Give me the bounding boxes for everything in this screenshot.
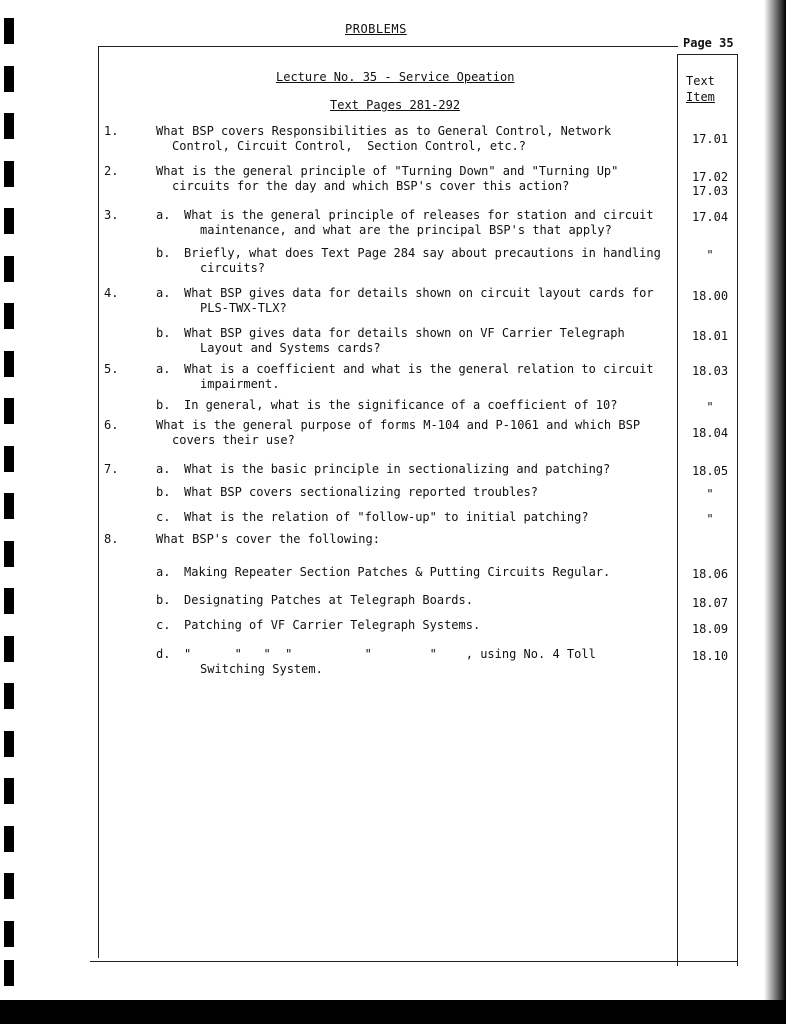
question-text — [184, 246, 661, 276]
text-item-reference: 17.02 17.03 — [691, 170, 729, 198]
text-item-reference: 17.04 — [691, 210, 729, 224]
question-sub-letter: b. — [156, 326, 171, 340]
top-rule-right — [678, 54, 738, 55]
question-line: covers their use? — [172, 433, 295, 447]
page-number: Page 35 — [683, 36, 734, 50]
question-number: 1. — [104, 124, 119, 138]
question-number: 2. — [104, 164, 119, 178]
question-sub-letter: c. — [156, 618, 171, 632]
question-sub-letter: a. — [156, 286, 171, 300]
question-sub-letter: b. — [156, 398, 171, 412]
text-item-reference: 18.10 — [691, 649, 729, 663]
question-sub-letter: b. — [156, 485, 171, 499]
question-line: Layout and Systems cards? — [200, 341, 381, 355]
question-line: What is the general principle of releases for station and circuit — [184, 208, 654, 222]
text-item-reference: 18.00 — [691, 289, 729, 303]
question-sub-letter: b. — [156, 246, 171, 260]
question-line: circuits? — [200, 261, 266, 275]
question-line: Control, Circuit Control, Section Control, etc.? — [172, 139, 527, 153]
question-line: In general, what is the significance of a coefficient of 10? — [184, 398, 618, 412]
text-item-reference: 18.03 — [691, 364, 729, 378]
question-line: What BSP's cover the following: — [156, 532, 380, 546]
question-text — [156, 532, 380, 547]
text-item-reference: 18.04 — [691, 426, 729, 440]
question-text — [184, 462, 610, 477]
text-item-header-line2: Item — [686, 90, 715, 104]
question-line: Making Repeater Section Patches & Putting Circuits Regular. — [184, 565, 611, 579]
question-text — [184, 326, 625, 356]
question-sub-letter: d. — [156, 647, 171, 661]
binding-holes — [4, 0, 18, 1000]
question-line: " " " " " " , using No. 4 Toll — [184, 647, 596, 661]
text-item-reference: " — [706, 400, 714, 414]
question-line: Designating Patches at Telegraph Boards. — [184, 593, 473, 607]
question-number: 8. — [104, 532, 119, 546]
question-text — [184, 362, 654, 392]
text-item-reference: 18.06 — [691, 567, 729, 581]
left-border — [98, 46, 99, 958]
question-sub-letter: b. — [156, 593, 171, 607]
question-number: 3. — [104, 208, 119, 222]
question-sub-letter: a. — [156, 208, 171, 222]
question-line: circuits for the day and which BSP's cover this action? — [172, 179, 570, 193]
question-number: 4. — [104, 286, 119, 300]
question-number: 5. — [104, 362, 119, 376]
question-line: Switching System. — [200, 662, 323, 676]
question-text — [184, 208, 654, 238]
question-text — [184, 593, 473, 608]
text-item-reference: " — [706, 487, 714, 501]
question-line: Patching of VF Carrier Telegraph Systems. — [184, 618, 481, 632]
question-line: maintenance, and what are the principal BSP's that apply? — [200, 223, 612, 237]
question-line: What BSP covers sectionalizing reported troubles? — [184, 485, 539, 499]
lecture-title: Lecture No. 35 - Service Opeation — [276, 70, 515, 84]
text-item-reference: 18.01 — [691, 329, 729, 343]
question-text — [156, 124, 611, 154]
text-item-reference: 18.09 — [691, 622, 729, 636]
question-text — [184, 647, 596, 677]
question-line: What BSP gives data for details shown on circuit layout cards for — [184, 286, 654, 300]
text-item-reference: 17.01 — [691, 132, 729, 146]
question-line: What is the basic principle in sectionalizing and patching? — [184, 462, 611, 476]
question-line: What BSP gives data for details shown on VF Carrier Telegraph — [184, 326, 625, 340]
question-line: What is the general principle of "Turning Down" and "Turning Up" — [156, 164, 619, 178]
scan-shadow-right — [752, 0, 786, 1024]
scan-shadow-bottom — [0, 1000, 786, 1024]
question-line: Briefly, what does Text Page 284 say about precautions in handling — [184, 246, 661, 260]
question-text — [156, 418, 640, 448]
question-line: PLS-TWX-TLX? — [200, 301, 287, 315]
question-number: 7. — [104, 462, 119, 476]
text-pages: Text Pages 281-292 — [330, 98, 461, 112]
text-item-reference: " — [706, 248, 714, 262]
question-number: 6. — [104, 418, 119, 432]
question-text — [184, 510, 589, 525]
question-line: impairment. — [200, 377, 280, 391]
top-rule — [98, 46, 678, 47]
question-sub-letter: c. — [156, 510, 171, 524]
text-item-reference: " — [706, 512, 714, 526]
question-text — [184, 398, 617, 413]
text-item-reference: 18.07 — [691, 596, 729, 610]
bottom-rule — [90, 961, 738, 962]
question-sub-letter: a. — [156, 362, 171, 376]
text-item-header-line1: Text — [686, 74, 715, 88]
right-border — [737, 54, 738, 966]
question-sub-letter: a. — [156, 462, 171, 476]
text-item-header — [686, 73, 715, 105]
question-line: What is the general purpose of forms M-104 and P-1061 and which BSP — [156, 418, 641, 432]
column-divider — [677, 54, 678, 966]
question-text — [184, 286, 654, 316]
question-text — [184, 618, 480, 633]
question-line: What BSP covers Responsibilities as to General Control, Network — [156, 124, 612, 138]
question-line: What is a coefficient and what is the general relation to circuit — [184, 362, 654, 376]
question-text — [156, 164, 618, 194]
text-item-reference: 18.05 — [691, 464, 729, 478]
page-header-title: PROBLEMS — [345, 22, 407, 36]
question-line: What is the relation of "follow-up" to initial patching? — [184, 510, 589, 524]
question-sub-letter: a. — [156, 565, 171, 579]
question-text — [184, 565, 610, 580]
question-text — [184, 485, 538, 500]
